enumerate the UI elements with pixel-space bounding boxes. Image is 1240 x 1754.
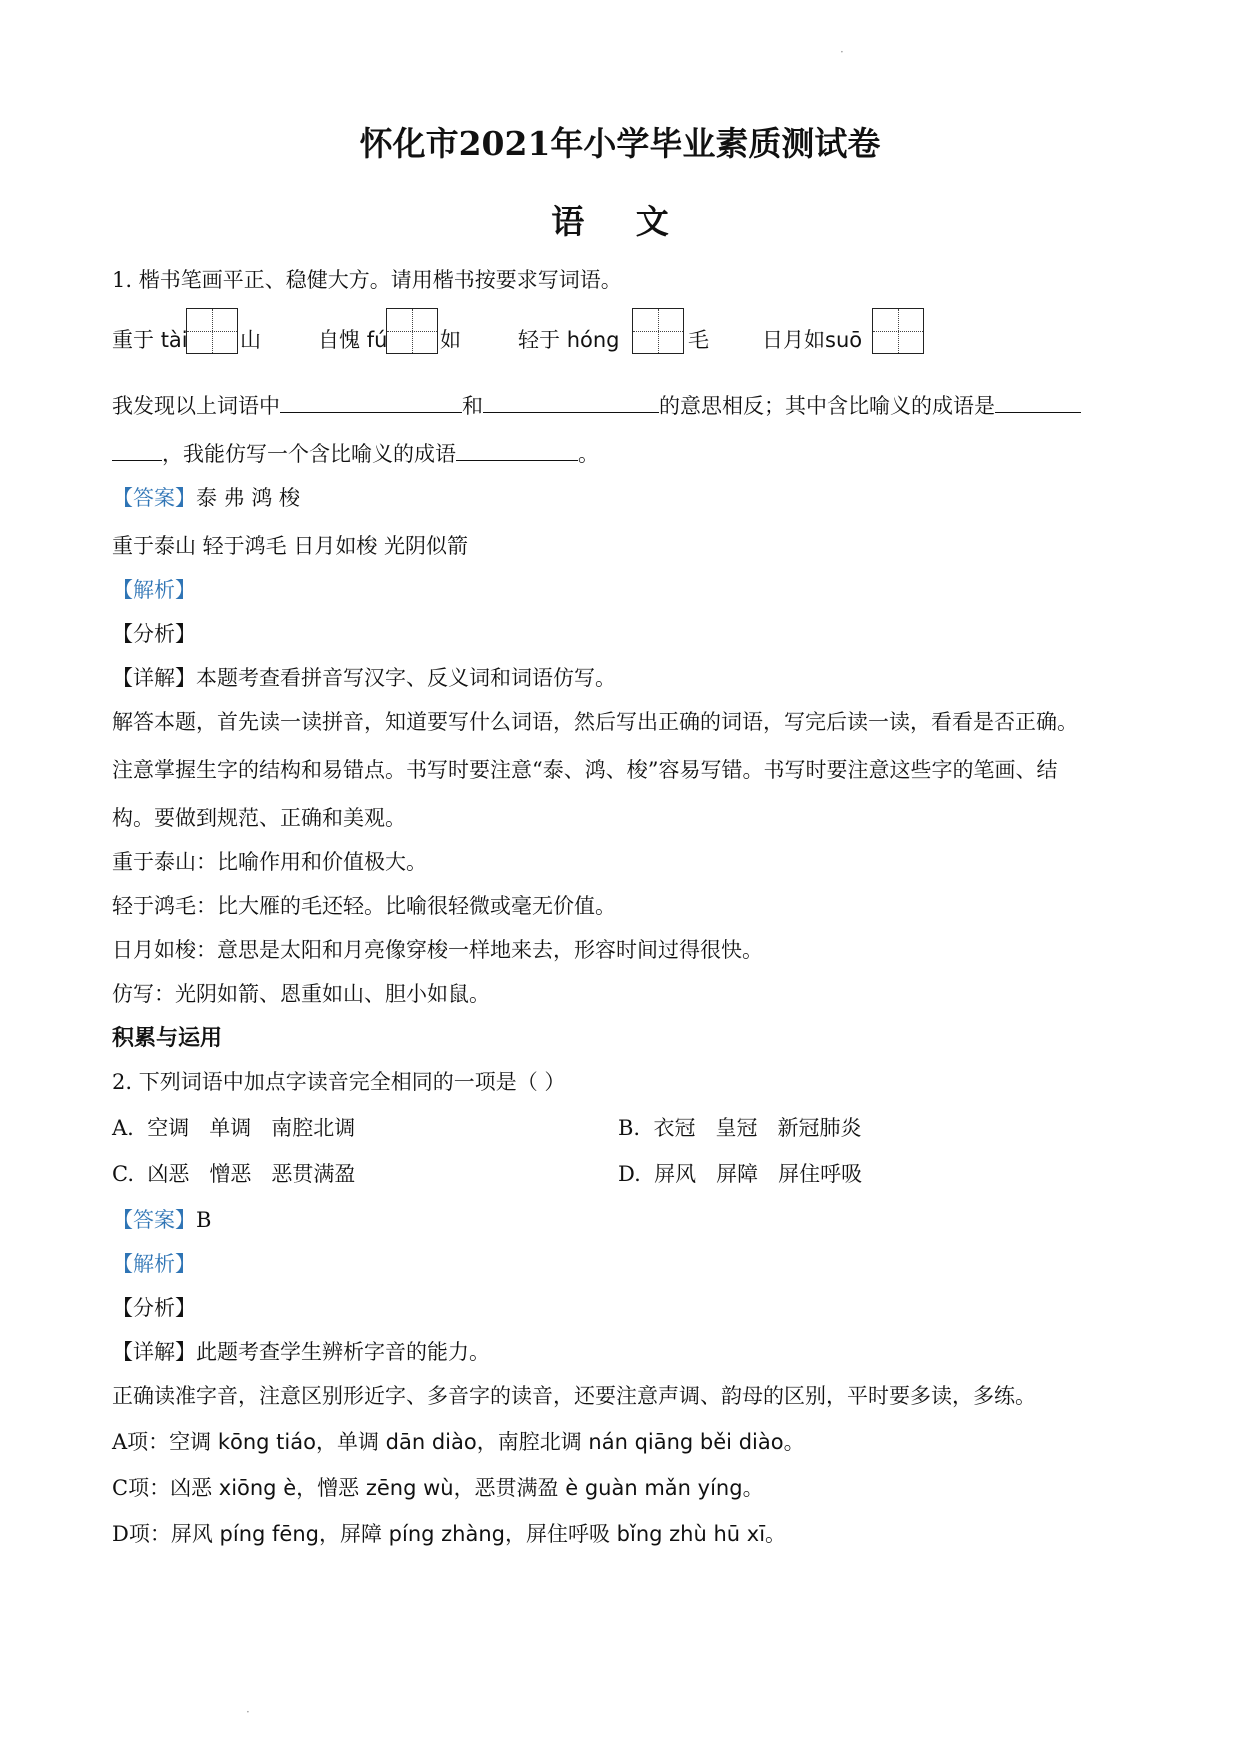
q2-option-b[interactable] [618,1114,862,1142]
q1-fill-line-2 [112,438,599,468]
subject-title: 语 文 [551,202,689,241]
q2-d-p1: píng fēng [219,1522,319,1546]
q1-item-2-suffix: 如 [440,328,461,352]
q1-fenxi-tag: 【分析】 [112,622,196,646]
q1-item-3-suffix: 毛 [688,328,709,352]
q2-d-p3: bǐng zhù hū xī [616,1522,766,1546]
q2-option-c[interactable] [112,1160,355,1188]
q2-a-end: 。 [783,1430,805,1454]
exam-title: 怀化市2021年小学毕业素质测试卷 [359,124,881,163]
q1-blank-1[interactable] [280,390,462,413]
q1-body-line-1: 解答本题，首先读一读拼音，知道要写什么词语，然后写出正确的词语，写完后读一读，看看是否正确。 [112,710,1078,734]
q1-item-4-pinyin: suō [825,328,863,352]
q1-line2-b: 。 [578,442,599,466]
q2-a-w3: ，南腔北调 [476,1430,582,1454]
q2-c-lead: C项： [112,1476,171,1500]
q1-answer-text: 泰 弗 鸿 梭 [196,486,301,510]
q2-a-w1: 空调 [169,1430,212,1454]
q1-item-2-prefix: 自愧 [318,328,360,352]
q1-blank-3[interactable] [995,390,1081,413]
q2-c-w3: ，恶贯满盈 [453,1476,559,1500]
q1-line1-a: 我发现以上词语中 [112,394,280,418]
q1-fill-line-1 [112,390,1081,420]
q2-option-b-label: B. [618,1116,641,1140]
q1-item-1-prefix: 重于 [112,328,154,352]
q1-jiexi-tag: 【解析】 [112,578,196,602]
q1-write-box-1[interactable] [186,308,238,354]
q1-item-2-pinyin: fú [366,328,388,352]
q2-answer [112,1206,211,1234]
q2-jiexi-tag: 【解析】 [112,1252,196,1276]
q2-option-b-text: 衣冠 皇冠 新冠肺炎 [653,1116,862,1140]
q1-line1-c: 的意思相反；其中含比喻义的成语是 [659,394,995,418]
q2-a-line [112,1428,805,1456]
q1-stem: 1. 楷书笔画平正、稳健大方。请用楷书按要求写词语。 [112,268,622,292]
q1-body-line-5: 轻于鸿毛：比大雁的毛还轻。比喻很轻微或毫无价值。 [112,894,616,918]
q1-blank-3-cont[interactable] [112,438,162,461]
q2-d-w2: ，屏障 [318,1522,382,1546]
q2-c-end: 。 [742,1476,764,1500]
q2-option-a-label: A. [112,1116,134,1140]
q1-xiangjie-tag: 【详解】 [112,666,196,690]
scan-dot: · [840,45,844,59]
q1-blank-2[interactable] [483,390,659,413]
q2-c-w2: ，憎恶 [296,1476,360,1500]
q2-c-w1: 凶恶 [170,1476,213,1500]
q1-write-box-2[interactable] [386,308,438,354]
q1-body-line-4: 重于泰山：比喻作用和价值极大。 [112,850,427,874]
q1-line1-b: 和 [462,394,483,418]
q2-a-p2: dān diào [385,1430,477,1454]
q2-answer-text: B [196,1208,212,1232]
q1-item-1 [112,326,188,354]
q1-item-1-pinyin: tài [160,328,188,352]
q1-body-line-2: 注意掌握生字的结构和易错点。书写时要注意“泰、鸿、梭”容易写错。书写时要注意这些字的笔画、结 [112,758,1058,782]
q2-d-w1: 屏风 [170,1522,213,1546]
q1-line2-a: ，我能仿写一个含比喻义的成语 [162,442,456,466]
q2-body: 正确读准字音，注意区别形近字、多音字的读音，还要注意声调、韵母的区别，平时要多读，多练。 [112,1384,1036,1408]
q1-answer-line2: 重于泰山 轻于鸿毛 日月如梭 光阴似箭 [112,534,469,558]
q2-d-w3: ，屏住呼吸 [504,1522,610,1546]
q1-item-3-prefix: 轻于 [518,328,560,352]
q1-body-line-7: 仿写：光阴如箭、恩重如山、胆小如鼠。 [112,982,490,1006]
q2-option-a-text: 空调 单调 南腔北调 [147,1116,356,1140]
q2-option-d[interactable] [618,1160,862,1188]
q2-xiangjie-text: 此题考查学生辨析字音的能力。 [196,1340,490,1364]
q2-fenxi-tag: 【分析】 [112,1296,196,1320]
q1-item-2 [318,326,387,354]
q2-a-p1: kōng tiáo [217,1430,316,1454]
q1-write-box-4[interactable] [872,308,924,354]
q2-stem: 2. 下列词语中加点字读音完全相同的一项是（ ） [112,1070,566,1094]
q1-xiangjie [112,664,616,692]
q1-body-line-6: 日月如梭：意思是太阳和月亮像穿梭一样地来去，形容时间过得很快。 [112,938,763,962]
q1-item-1-suffix: 山 [240,328,261,352]
q1-item-3-pinyin: hóng [566,328,620,352]
q1-answer-tag: 【答案】 [112,486,196,510]
scan-dot-bottom: · [246,1705,250,1719]
q2-a-w2: ，单调 [315,1430,379,1454]
q2-c-p3: è guàn mǎn yíng [565,1476,743,1500]
q2-option-d-label: D. [618,1162,641,1186]
section-title: 积累与运用 [112,1025,223,1051]
q1-body-line-3: 构。要做到规范、正确和美观。 [112,806,406,830]
q2-d-p2: píng zhàng [388,1522,505,1546]
q2-xiangjie [112,1338,490,1366]
q1-item-4-prefix: 日月如 [762,328,825,352]
q1-item-4 [762,326,862,354]
q1-write-box-3[interactable] [632,308,684,354]
q2-a-lead: A项： [112,1430,170,1454]
q2-c-p2: zēng wù [365,1476,454,1500]
q2-option-d-text: 屏风 屏障 屏住呼吸 [654,1162,863,1186]
q2-c-p1: xiōng è [218,1476,297,1500]
q2-c-line [112,1474,764,1502]
q2-d-end: 。 [765,1522,787,1546]
q2-option-c-text: 凶恶 憎恶 恶贯满盈 [147,1162,356,1186]
q1-blank-4[interactable] [456,438,578,461]
q2-xiangjie-tag: 【详解】 [112,1340,196,1364]
q1-xiangjie-text: 本题考查看拼音写汉字、反义词和词语仿写。 [196,666,616,690]
q2-d-lead: D项： [112,1522,171,1546]
q2-option-c-label: C. [112,1162,134,1186]
q1-item-3 [518,326,620,354]
q2-d-line [112,1520,786,1548]
q1-answer [112,484,300,512]
q2-option-a[interactable] [112,1114,355,1142]
q2-a-p3: nán qiāng běi diào [588,1430,784,1454]
q2-answer-tag: 【答案】 [112,1208,196,1232]
